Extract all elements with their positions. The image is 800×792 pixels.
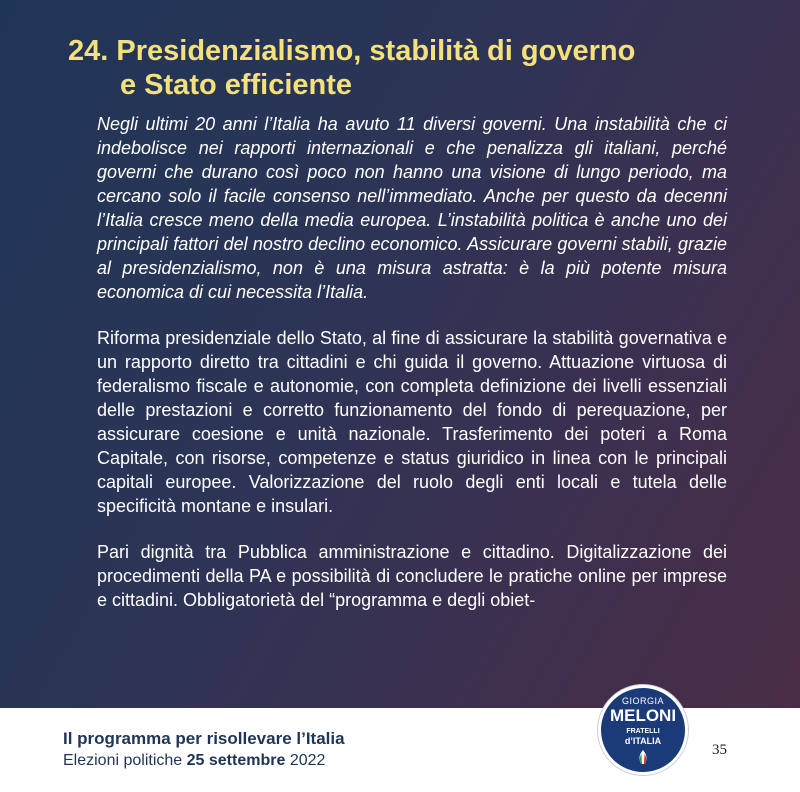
reform-paragraph: Riforma presidenziale dello Stato, al fine di assicurare la stabilità governativa e un rapporto diretto tra cittadini e chi guida il governo. Attuazione virtuosa di federalismo fiscale e autonomie, con completa definizione dei livelli essenziali delle prestazioni e corretto funzionamento del fondo di perequazione, per assicurare coesione e unità nazionale. Trasferimento dei poteri a Roma Capitale, con risorse, competenze e status giuridico in linea con le principali capitali europee. Valorizzazione del ruolo degli enti locali e tutela delle specificità montane e insulari. — [97, 328, 727, 516]
pa-paragraph: Pari dignità tra Pubblica amministrazione e cittadino. Digitalizzazione dei procedimenti della PA e possibilità di concludere le pratiche online per imprese e cittadini. Obbligatorietà del “programma e degli obiet- — [97, 542, 727, 610]
intro-paragraph: Negli ultimi 20 anni l’Italia ha avuto 11 diversi governi. Una instabilità che ci indebolisce nei rapporti internazionali e che penalizza gli italiani, perché governi che durano così poco non hanno una visione di lungo periodo, ma cercano solo il facile consenso nell’immediato. Anche per questo da decenni l’Italia cresce meno della media europea. L’instabilità politica è anche uno dei principali fattori del nostro declino economico. Assicurare governi stabili, grazie al presidenzialismo, non è una misura astratta: è la più potente misura economica di cui necessita l’Italia. — [97, 114, 727, 302]
section-title — [68, 34, 635, 102]
logo-line-giorgia: GIORGIA — [621, 696, 664, 706]
section-title-line2: e Stato efficiente — [120, 69, 353, 101]
body-text — [97, 112, 727, 634]
footer-title: Il programma per risollevare l’Italia — [63, 729, 345, 748]
section-title-line1: 24. Presidenzialismo, stabilità di governo — [68, 35, 636, 67]
logo-line-fratelli: FRATELLI — [626, 728, 660, 735]
footer-subtitle — [63, 752, 325, 770]
page-number: 35 — [712, 742, 727, 758]
party-logo — [598, 685, 688, 775]
logo-line-ditalia: d’ITALIA — [624, 736, 662, 746]
footer-subtitle-year: 2022 — [289, 752, 326, 769]
footer-subtitle-date: 25 settembre — [186, 752, 286, 769]
tricolor-flame-icon — [636, 750, 650, 764]
footer-subtitle-prefix: Elezioni politiche — [63, 752, 183, 769]
logo-line-meloni: MELONI — [609, 706, 677, 725]
